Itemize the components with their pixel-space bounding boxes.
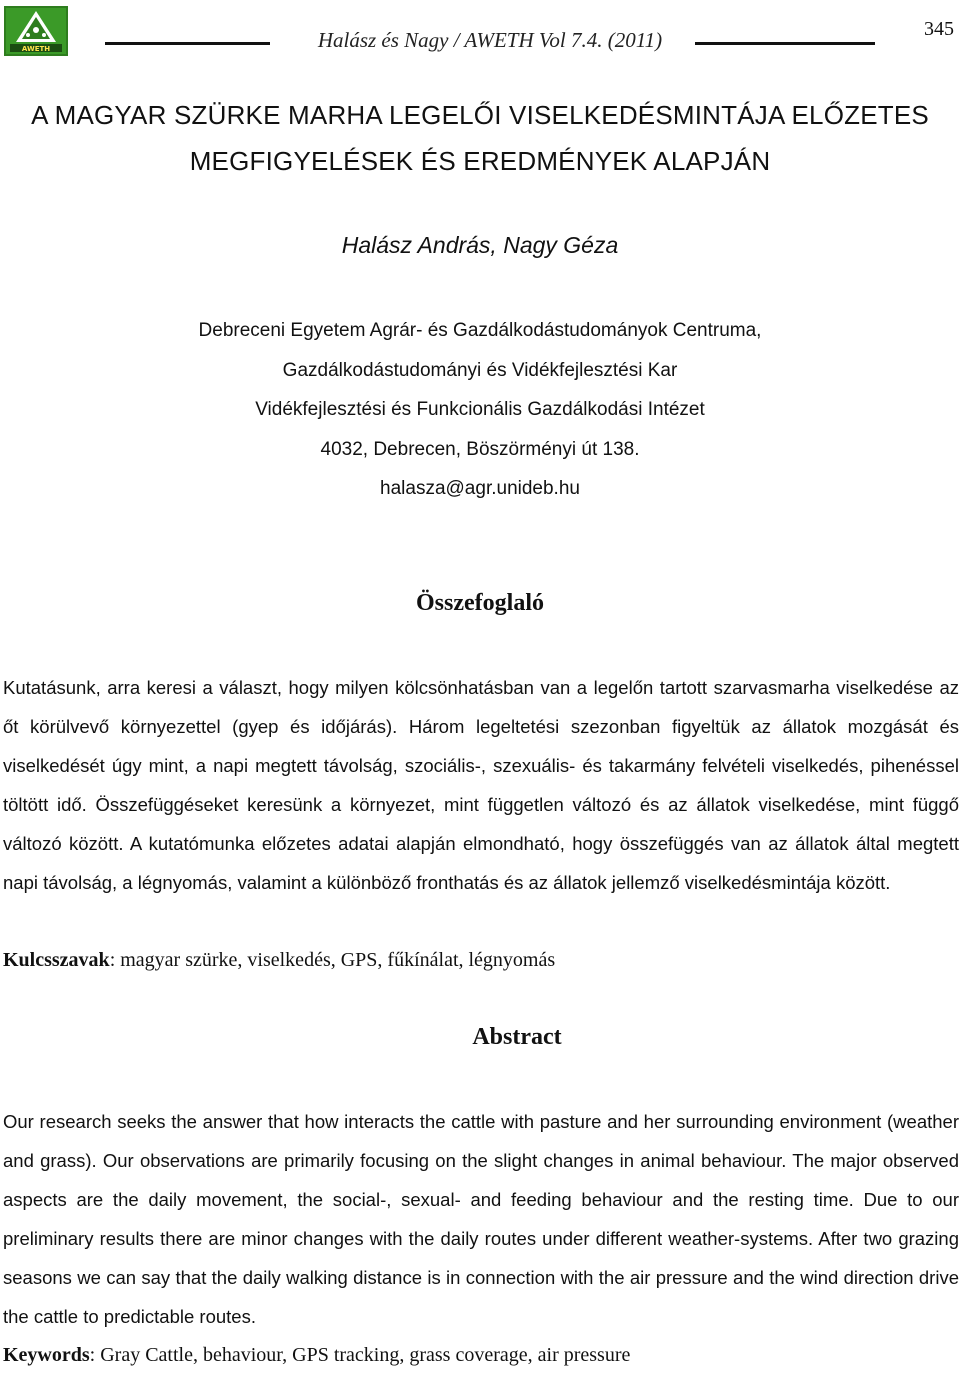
keywords-hu [3, 941, 959, 980]
summary-heading: Összefoglaló [416, 590, 544, 616]
keywords-label: Kulcsszavak [3, 949, 110, 971]
affiliation-line: Debreceni Egyetem Agrár- és Gazdálkodástudományok Centruma, [198, 320, 762, 341]
email-link[interactable]: halasza@agr.unideb.hu [380, 478, 580, 499]
keywords-label: Keywords [3, 1344, 90, 1366]
keywords-values: : Gray Cattle, behaviour, GPS tracking, grass coverage, air pressure [89, 1344, 631, 1366]
authors: Halász András, Nagy Géza [341, 232, 619, 258]
affiliation-line: Gazdálkodástudományi és Vidékfejlesztési Kar [282, 359, 678, 381]
logo-lettering: AWETH [21, 45, 51, 53]
header-rule-left [105, 42, 270, 45]
abstract-heading: Abstract [472, 1024, 562, 1050]
page-number: 345 [924, 18, 954, 40]
running-header: Halász és Nagy / AWETH Vol 7.4. (2011) [317, 28, 663, 52]
journal-logo [4, 6, 68, 56]
affiliation-line: Vidékfejlesztési és Funkcionális Gazdálkodási Intézet [255, 399, 705, 420]
affiliation [0, 311, 960, 509]
header-rule-right [695, 42, 875, 45]
summary-text: Kutatásunk, arra keresi a választ, hogy milyen kölcsönhatásban van a legelőn tartott szarvasmarha viselkedése az őt körülvevő környezettel (gyep és időjárás). Három legeltetési szezonban figyeltük az állatok mozgását és viselkedését úgy mint, a napi megtett távolság, szociális-, szexuális- és takarmány felvételi viselkedés, pihenéssel töltött idő. Összefüggéseket keresünk a környezet, mint független változó és az állatok viselkedése, mint függő változó között. A kutatómunka előzetes adatai alapján elmondható, hogy összefüggés van az állatok által megtett napi távolság, a légnyomás, valamint a különböző fronthatás és az állatok jellemző viselkedésmintája között. [3, 677, 959, 893]
keywords-values: : magyar szürke, viselkedés, GPS, fűkínálat, légnyomás [109, 949, 556, 971]
abstract-text: Our research seeks the answer that how interacts the cattle with pasture and her surrounding environment (weather and grass). Our observations are primarily focusing on the slight changes in animal behaviour. The major observed aspects are the daily movement, the social-, sexual- and feeding behaviour and the resting time. Due to our preliminary results there are minor changes with the daily routes under different weather-systems. After two grazing seasons we can say that the daily walking distance is in connection with the air pressure and the wind direction drive the cattle to predictable routes. [3, 1111, 959, 1327]
title-line: A MAGYAR SZÜRKE MARHA LEGELŐI VISELKEDÉSMINTÁJA ELŐZETES [31, 100, 929, 130]
keywords-en [3, 1336, 959, 1375]
title-line: MEGFIGYELÉSEK ÉS EREDMÉNYEK ALAPJÁN [189, 146, 771, 176]
affiliation-line: 4032, Debrecen, Böszörményi út 138. [320, 438, 640, 460]
paper-title [0, 92, 960, 184]
